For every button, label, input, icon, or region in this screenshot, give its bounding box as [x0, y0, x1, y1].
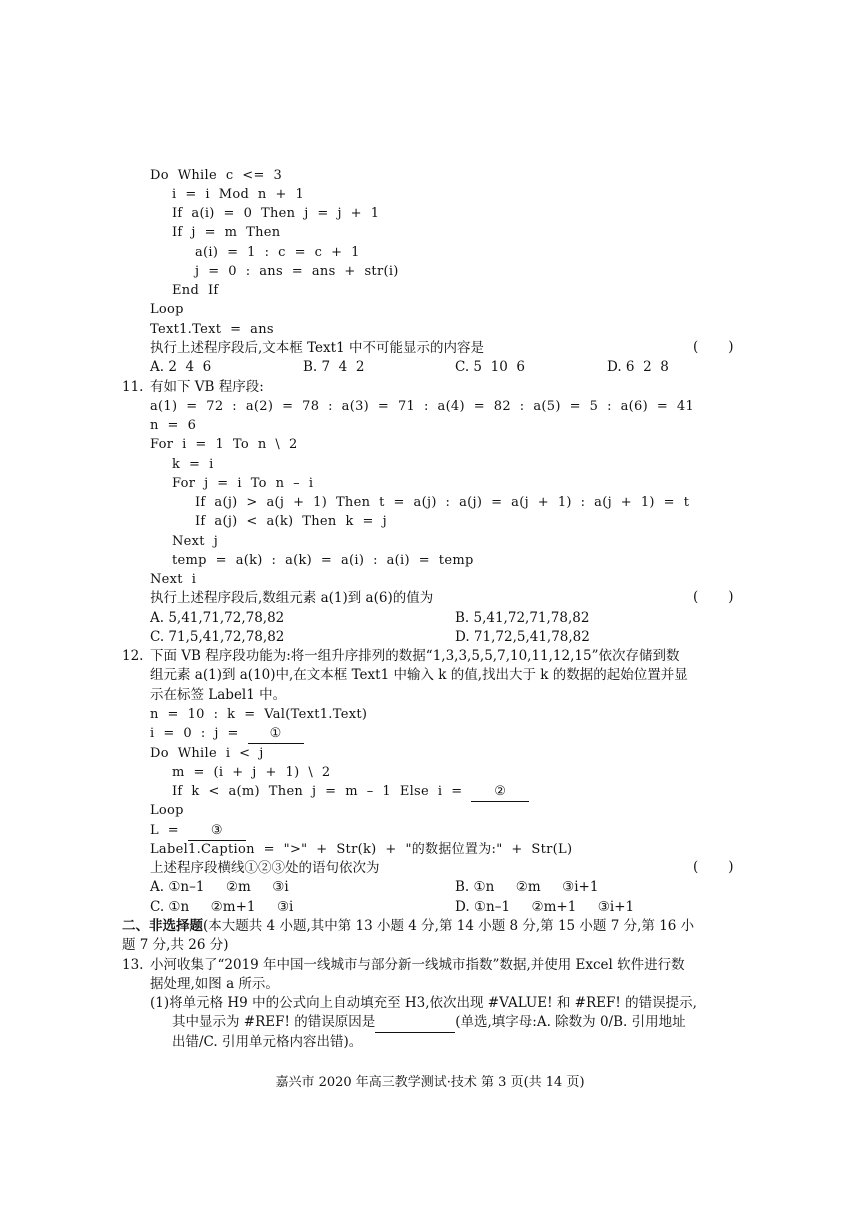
page-footer: 嘉兴市 2020 年高三教学测试·技术 第 3 页(共 14 页): [275, 1075, 585, 1090]
q13-sub1-line: 出错/C. 引用单元格内容出错)。: [172, 1034, 363, 1050]
q11-title: 有如下 VB 程序段:: [150, 379, 264, 395]
code-line: a(1) = 72 : a(2) = 78 : a(3) = 71 : a(4) = 82 : a(5) = 5 : a(6) = 41: [150, 399, 695, 414]
section-description: (本大题共 4 小题,其中第 13 小题 4 分,第 14 小题 8 分,第 15 小题 7 分,第 16 小: [203, 918, 695, 934]
q13-sub1-text: 其中显示为 #REF! 的错误原因是: [172, 1014, 376, 1030]
q12-option-a: A. ①n–1 ②m ③i: [150, 879, 289, 895]
code-line: Do While c <= 3: [150, 168, 283, 183]
q11-option-a: A. 5,41,71,72,78,82: [150, 610, 285, 626]
q10-option-a: A. 2 4 6: [150, 359, 212, 375]
code-line: temp = a(k) : a(k) = a(i) : a(i) = temp: [172, 553, 474, 568]
q13-stem-line: 据处理,如图 a 所示。: [150, 976, 279, 992]
q12-number: 12.: [122, 648, 144, 664]
answer-blank: [375, 1013, 455, 1033]
q12-option-c: C. ①n ②m+1 ③i: [150, 899, 294, 915]
code-line: Loop: [150, 302, 184, 317]
code-line: i = i Mod n + 1: [172, 187, 305, 202]
q10-answer-paren: ( ): [693, 339, 734, 355]
q10-option-d: D. 6 2 8: [607, 359, 669, 375]
code-line: k = i: [172, 457, 214, 472]
code-line: a(i) = 1 : c = c + 1: [195, 245, 360, 260]
q11-answer-paren: ( ): [693, 589, 734, 605]
code-line: m = (i + j + 1) \ 2: [172, 765, 331, 780]
q11-option-d: D. 71,72,5,41,78,82: [455, 629, 590, 645]
q10-stem: 执行上述程序段后,文本框 Text1 中不可能显示的内容是: [150, 340, 484, 356]
fill-blank-1: ①: [248, 724, 304, 744]
code-line: [150, 821, 246, 841]
q13-sub1-line: (1)将单元格 H9 中的公式向上自动填充至 H3,依次出现 #VALUE! 和 #REF! 的错误提示,: [150, 995, 697, 1011]
q10-option-c: C. 5 10 6: [455, 359, 525, 375]
q12-option-b: B. ①n ②m ③i+1: [455, 879, 599, 895]
code-text: L =: [150, 823, 188, 838]
fill-blank-2: ②: [471, 782, 529, 802]
q13-number: 13.: [122, 957, 144, 973]
code-text: i = 0 : j =: [150, 726, 248, 741]
code-line: Text1.Text = ans: [150, 322, 274, 337]
code-line: If j = m Then: [172, 225, 281, 240]
code-line: If a(i) = 0 Then j = j + 1: [172, 206, 380, 221]
code-line: n = 10 : k = Val(Text1.Text): [150, 707, 368, 722]
q11-option-b: B. 5,41,72,71,78,82: [455, 610, 590, 626]
q13-stem-line: 小河收集了“2019 年中国一线城市与部分新一线城市指数”数据,并使用 Excel 软件进行数: [150, 957, 685, 973]
code-line: For j = i To n – i: [172, 476, 314, 491]
fill-blank-3: ③: [188, 821, 246, 841]
section-title: 二、非选择题: [122, 918, 203, 934]
q12-stem-line: 示在标签 Label1 中。: [150, 687, 287, 703]
q11-option-c: C. 71,5,41,72,78,82: [150, 629, 285, 645]
q11-number: 11.: [122, 379, 144, 395]
q11-stem: 执行上述程序段后,数组元素 a(1)到 a(6)的值为: [150, 590, 434, 606]
q12-stem-line: 下面 VB 程序段功能为:将一组升序排列的数据“1,3,3,5,5,7,10,11,12,15”依次存储到数: [150, 648, 680, 664]
section-description-cont: 题 7 分,共 26 分): [122, 937, 229, 953]
code-line: Label1.Caption = ">" + Str(k) + "的数据位置为:" + Str(L): [150, 842, 573, 857]
code-text: If k < a(m) Then j = m – 1 Else i =: [172, 784, 472, 799]
q13-sub1-text: (单选,填字母:A. 除数为 0/B. 引用地址: [455, 1014, 686, 1030]
code-line: Next j: [172, 534, 219, 549]
code-line: j = 0 : ans = ans + str(i): [195, 264, 399, 279]
code-line: Do While i < j: [150, 746, 264, 761]
q13-sub1-line: [172, 1013, 686, 1033]
q12-answer-paren: ( ): [693, 859, 734, 875]
code-line: If a(j) > a(j + 1) Then t = a(j) : a(j) = a(j + 1) : a(j + 1) = t: [195, 495, 690, 510]
q12-stem-line: 组元素 a(1)到 a(10)中,在文本框 Text1 中输入 k 的值,找出大于 k 的数据的起始位置并显: [150, 667, 688, 683]
code-line: n = 6: [150, 418, 197, 433]
code-line: [172, 782, 529, 802]
q10-option-b: B. 7 4 2: [303, 359, 365, 375]
q12-option-d: D. ①n–1 ②m+1 ③i+1: [455, 899, 635, 915]
code-line: If a(j) < a(k) Then k = j: [195, 514, 387, 529]
code-line: [150, 724, 304, 744]
code-line: Loop: [150, 803, 184, 818]
code-line: Next i: [150, 572, 197, 587]
section-heading: [122, 917, 694, 936]
q12-stem: 上述程序段横线①②③处的语句依次为: [150, 860, 380, 876]
code-line: End If: [172, 283, 219, 298]
code-line: For i = 1 To n \ 2: [150, 437, 298, 452]
